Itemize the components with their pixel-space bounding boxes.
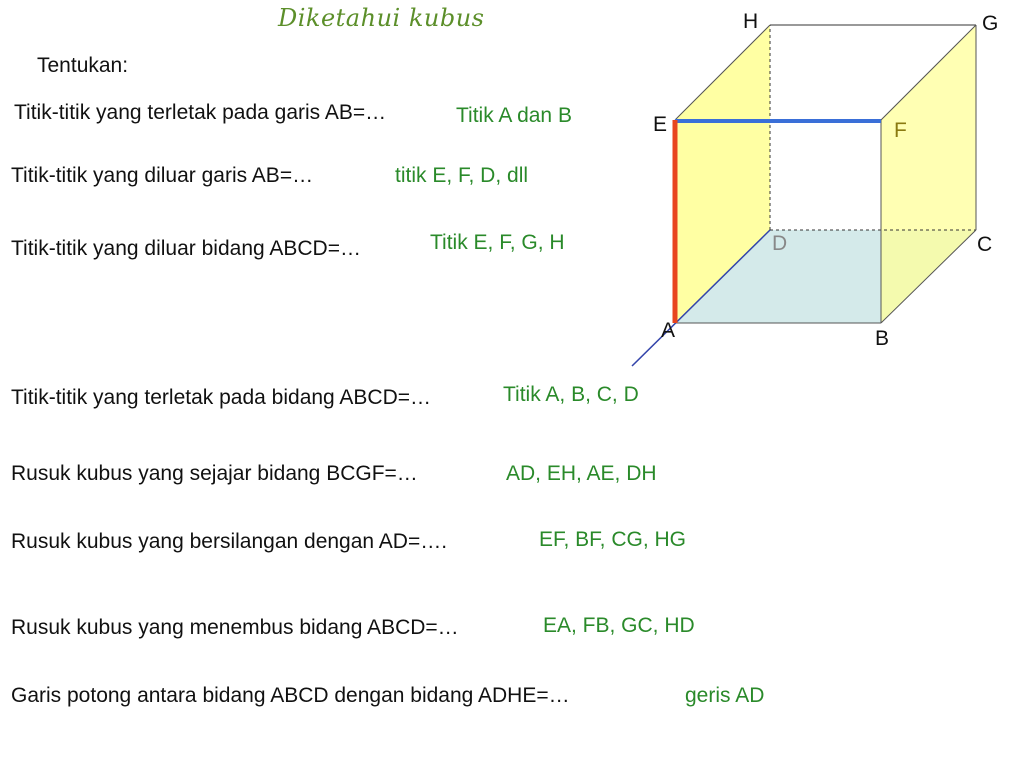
slide-title: Diketahui kubus	[278, 4, 485, 32]
answer-1: Titik A dan B	[456, 104, 572, 127]
vertex-label-H: H	[743, 10, 759, 33]
vertex-label-A: A	[661, 319, 676, 342]
vertex-label-E: E	[653, 113, 668, 136]
answer-5: AD, EH, AE, DH	[506, 462, 657, 485]
vertex-label-C: C	[977, 233, 993, 256]
question-2: Titik-titik yang diluar garis AB=…	[11, 164, 314, 187]
answer-4: Titik A, B, C, D	[503, 383, 639, 406]
question-1: Titik-titik yang terletak pada garis AB=…	[14, 101, 387, 124]
vertex-label-B: B	[875, 327, 890, 350]
answer-7: EA, FB, GC, HD	[543, 614, 695, 637]
answer-8: geris AD	[685, 684, 765, 707]
answer-6: EF, BF, CG, HG	[539, 528, 687, 551]
vertex-label-D: D	[772, 232, 788, 255]
vertex-label-G: G	[982, 12, 999, 35]
question-5: Rusuk kubus yang sejajar bidang BCGF=…	[11, 462, 418, 485]
face-BCGF	[881, 25, 976, 323]
answer-2: titik E, F, D, dll	[395, 164, 529, 187]
answer-3: Titik E, F, G, H	[430, 231, 565, 254]
intro-label: Tentukan:	[37, 54, 129, 77]
question-3: Titik-titik yang diluar bidang ABCD=…	[11, 237, 361, 260]
vertex-label-F: F	[894, 119, 907, 142]
question-4: Titik-titik yang terletak pada bidang ABCD=…	[11, 386, 432, 409]
question-6: Rusuk kubus yang bersilangan dengan AD=….	[11, 530, 448, 553]
question-8: Garis potong antara bidang ABCD dengan bidang ADHE=…	[11, 684, 570, 707]
question-7: Rusuk kubus yang menembus bidang ABCD=…	[11, 616, 459, 639]
